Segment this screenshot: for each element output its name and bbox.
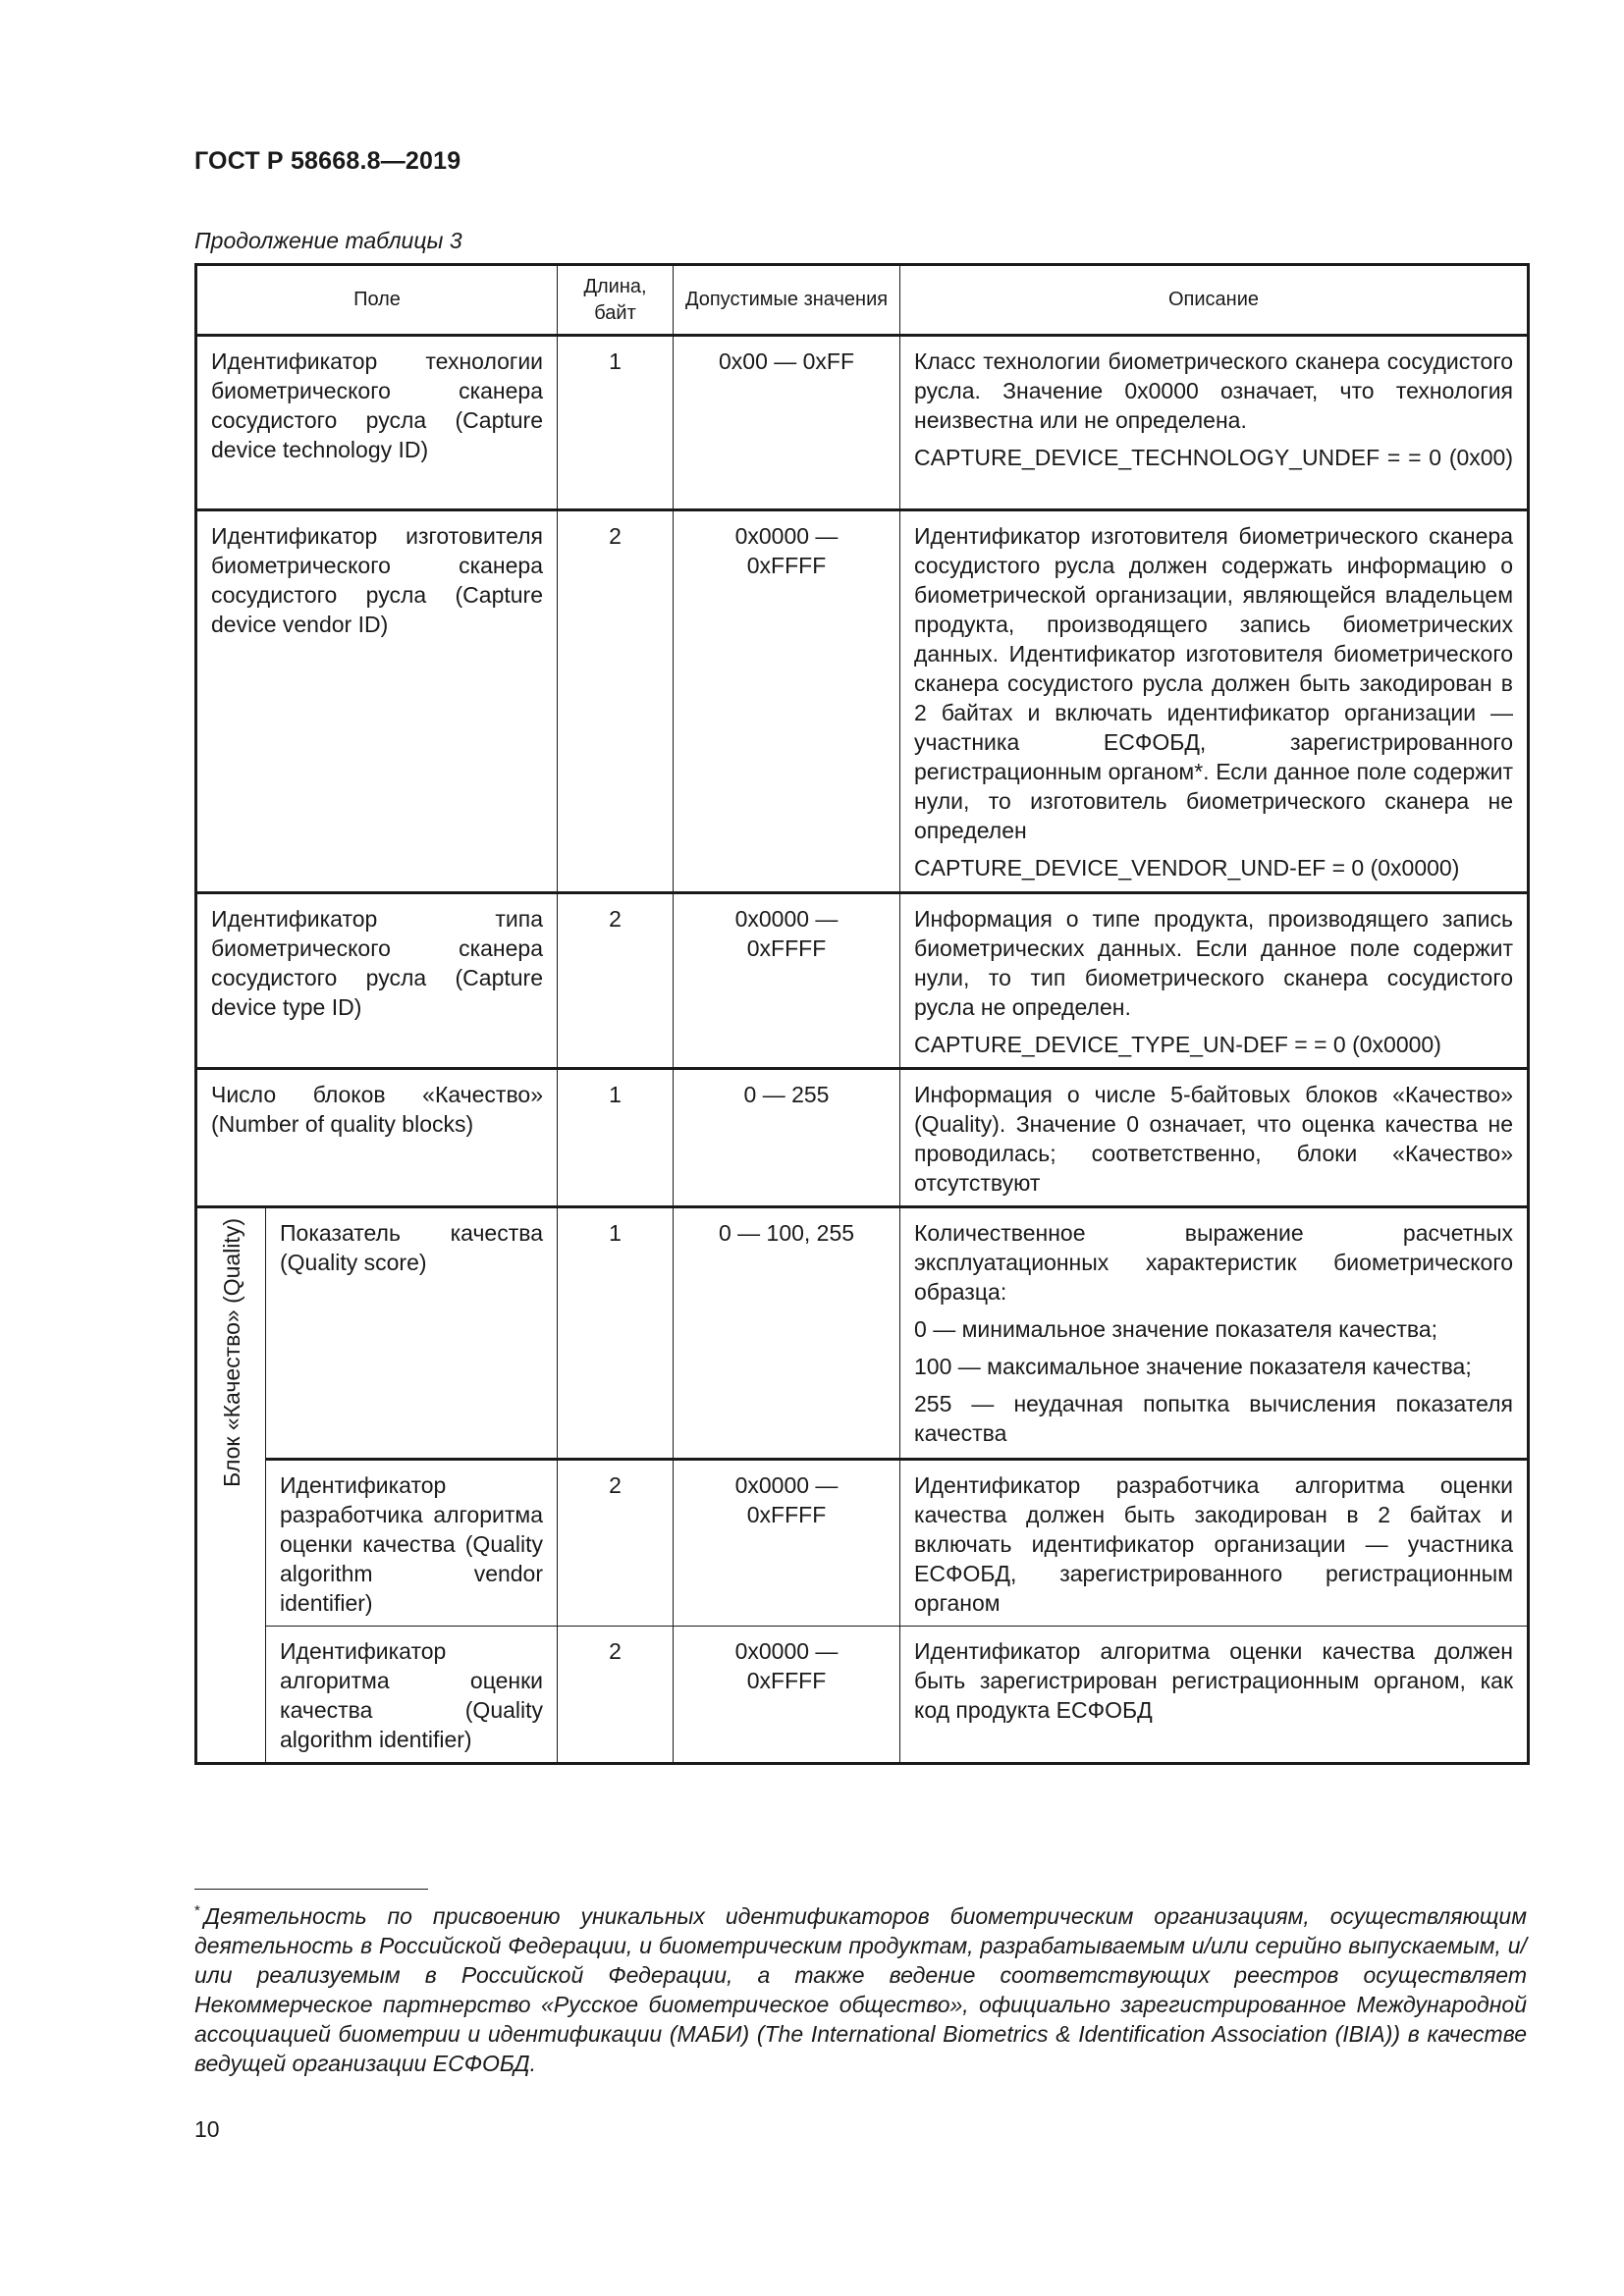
table-row — [196, 893, 1529, 1069]
field-cell: Идентификатор технологии биометрического сканера сосудистого русла (Capture device technology ID) — [196, 336, 558, 510]
table-row — [196, 1627, 1529, 1764]
table-header-row — [196, 265, 1529, 336]
values-cell: 0 — 255 — [674, 1069, 900, 1207]
header-values: Допустимые значения — [674, 265, 900, 336]
quality-block-label-cell — [196, 1207, 266, 1764]
field-cell: Идентификатор разработчика алгоритма оценки качества (Quality algorithm vendor identifier) — [266, 1460, 558, 1627]
field-cell: Показатель качества (Quality score) — [266, 1207, 558, 1460]
description-paragraph: CAPTURE_DEVICE_TECHNOLOGY_UNDEF = = 0 (0x00) — [914, 445, 1514, 470]
description-paragraph: Информация о типе продукта, производящего запись биометрических данных. Если данное поле содержит нули, то тип биометрического сканера сосудистого русла не определен. — [914, 906, 1514, 1020]
header-description: Описание — [900, 265, 1529, 336]
length-cell: 2 — [558, 893, 674, 1069]
description-paragraph: CAPTURE_DEVICE_VENDOR_UND-EF = 0 (0x0000) — [914, 855, 1460, 881]
description-cell — [900, 1069, 1529, 1207]
description-paragraph: Идентификатор алгоритма оценки качества должен быть зарегистрирован регистрационным органом, как код продукта ЕСФОБД — [914, 1638, 1514, 1723]
length-cell: 1 — [558, 336, 674, 510]
length-cell: 2 — [558, 510, 674, 893]
document-number-header: ГОСТ Р 58668.8—2019 — [194, 147, 461, 175]
description-cell — [900, 510, 1529, 893]
footnote — [194, 1896, 1527, 2078]
values-cell: 0x00 — 0xFF — [674, 336, 900, 510]
description-cell — [900, 893, 1529, 1069]
page-number: 10 — [194, 2116, 220, 2142]
description-paragraph: Класс технологии биометрического сканера сосудистого русла. Значение 0x0000 означает, что технология неизвестна или не определена. — [914, 348, 1514, 433]
values-cell — [674, 1627, 900, 1764]
footnote-marker: * — [194, 1902, 200, 1919]
description-cell — [900, 1207, 1529, 1460]
description-paragraph: 0 — минимальное значение показателя качества; — [914, 1316, 1438, 1342]
description-paragraph: Идентификатор разработчика алгоритма оценки качества должен быть закодирован в 2 байтах и включать идентификатор организации — участника ЕСФОБД, зарегистрированного регистрационным органом — [914, 1472, 1514, 1616]
description-cell — [900, 336, 1529, 510]
values-cell — [674, 893, 900, 1069]
header-length: Длина, байт — [558, 265, 674, 336]
table-caption: Продолжение таблицы 3 — [194, 228, 462, 253]
length-cell: 2 — [558, 1627, 674, 1764]
footnote-text: Деятельность по присвоению уникальных идентификаторов биометрическим организациям, осуществляющим деятельность в Российской Федерации, и биометрическим продуктам, разрабатываемым и/или серийно выпускаемым, и/или реализуемым в Российской Федерации, а также ведение соответствующих реестров осуществляет Некоммерческое партнерство «Русское биометрическое общество», официально зарегистрированное Международной ассоциацией биометрии и идентификации (МАБИ) (The International Biometrics & Identification Association (IBIA)) в качестве ведущей организации ЕСФОБД. — [194, 1903, 1527, 2076]
table-row — [196, 1069, 1529, 1207]
field-cell: Идентификатор алгоритма оценки качества (Quality algorithm identifier) — [266, 1627, 558, 1764]
values-text: 0x0000 — 0xFFFF — [734, 1472, 839, 1527]
length-cell: 2 — [558, 1460, 674, 1627]
description-paragraph: Информация о числе 5-байтовых блоков «Качество» (Quality). Значение 0 означает, что оценка качества не проводилась; соответственно, блоки «Качество» отсутствуют — [914, 1082, 1514, 1196]
description-cell — [900, 1627, 1529, 1764]
description-paragraph: 255 — неудачная попытка вычисления показателя качества — [914, 1391, 1514, 1446]
field-cell: Идентификатор типа биометрического сканера сосудистого русла (Capture device type ID) — [196, 893, 558, 1069]
values-text: 0x0000 — 0xFFFF — [734, 906, 839, 961]
length-cell: 1 — [558, 1069, 674, 1207]
table-row — [196, 1460, 1529, 1627]
table-row — [196, 510, 1529, 893]
footnote-separator — [194, 1889, 428, 1890]
header-field: Поле — [196, 265, 558, 336]
field-cell: Число блоков «Качество» (Number of quality blocks) — [196, 1069, 558, 1207]
quality-block-label: Блок «Качество» (Quality) — [218, 1218, 244, 1487]
values-text: 0x0000 — 0xFFFF — [734, 1638, 839, 1693]
data-table — [194, 263, 1530, 1765]
description-paragraph: CAPTURE_DEVICE_TYPE_UN-DEF = = 0 (0x0000) — [914, 1032, 1441, 1057]
table-row — [196, 336, 1529, 510]
values-text: 0x0000 — 0xFFFF — [734, 523, 839, 578]
description-cell — [900, 1460, 1529, 1627]
table-row — [196, 1207, 1529, 1460]
values-cell — [674, 1460, 900, 1627]
description-paragraph: Количественное выражение расчетных эксплуатационных характеристик биометрического образца: — [914, 1220, 1514, 1305]
values-cell: 0 — 100, 255 — [674, 1207, 900, 1460]
length-cell: 1 — [558, 1207, 674, 1460]
description-paragraph: 100 — максимальное значение показателя качества; — [914, 1354, 1472, 1379]
description-paragraph: Идентификатор изготовителя биометрического сканера сосудистого русла должен содержать информацию о биометрической организации, являющейся владельцем продукта, производящего запись биометрических данных. Идентификатор изготовителя биометрического сканера сосудистого русла должен быть закодирован в 2 байтах и включать идентификатор организации — участника ЕСФОБД, зарегистрированного регистрационным органом*. Если данное поле содержит нули, то изготовитель биометрического сканера не определен — [914, 523, 1514, 843]
field-cell: Идентификатор изготовителя биометрического сканера сосудистого русла (Capture device vendor ID) — [196, 510, 558, 893]
values-cell — [674, 510, 900, 893]
